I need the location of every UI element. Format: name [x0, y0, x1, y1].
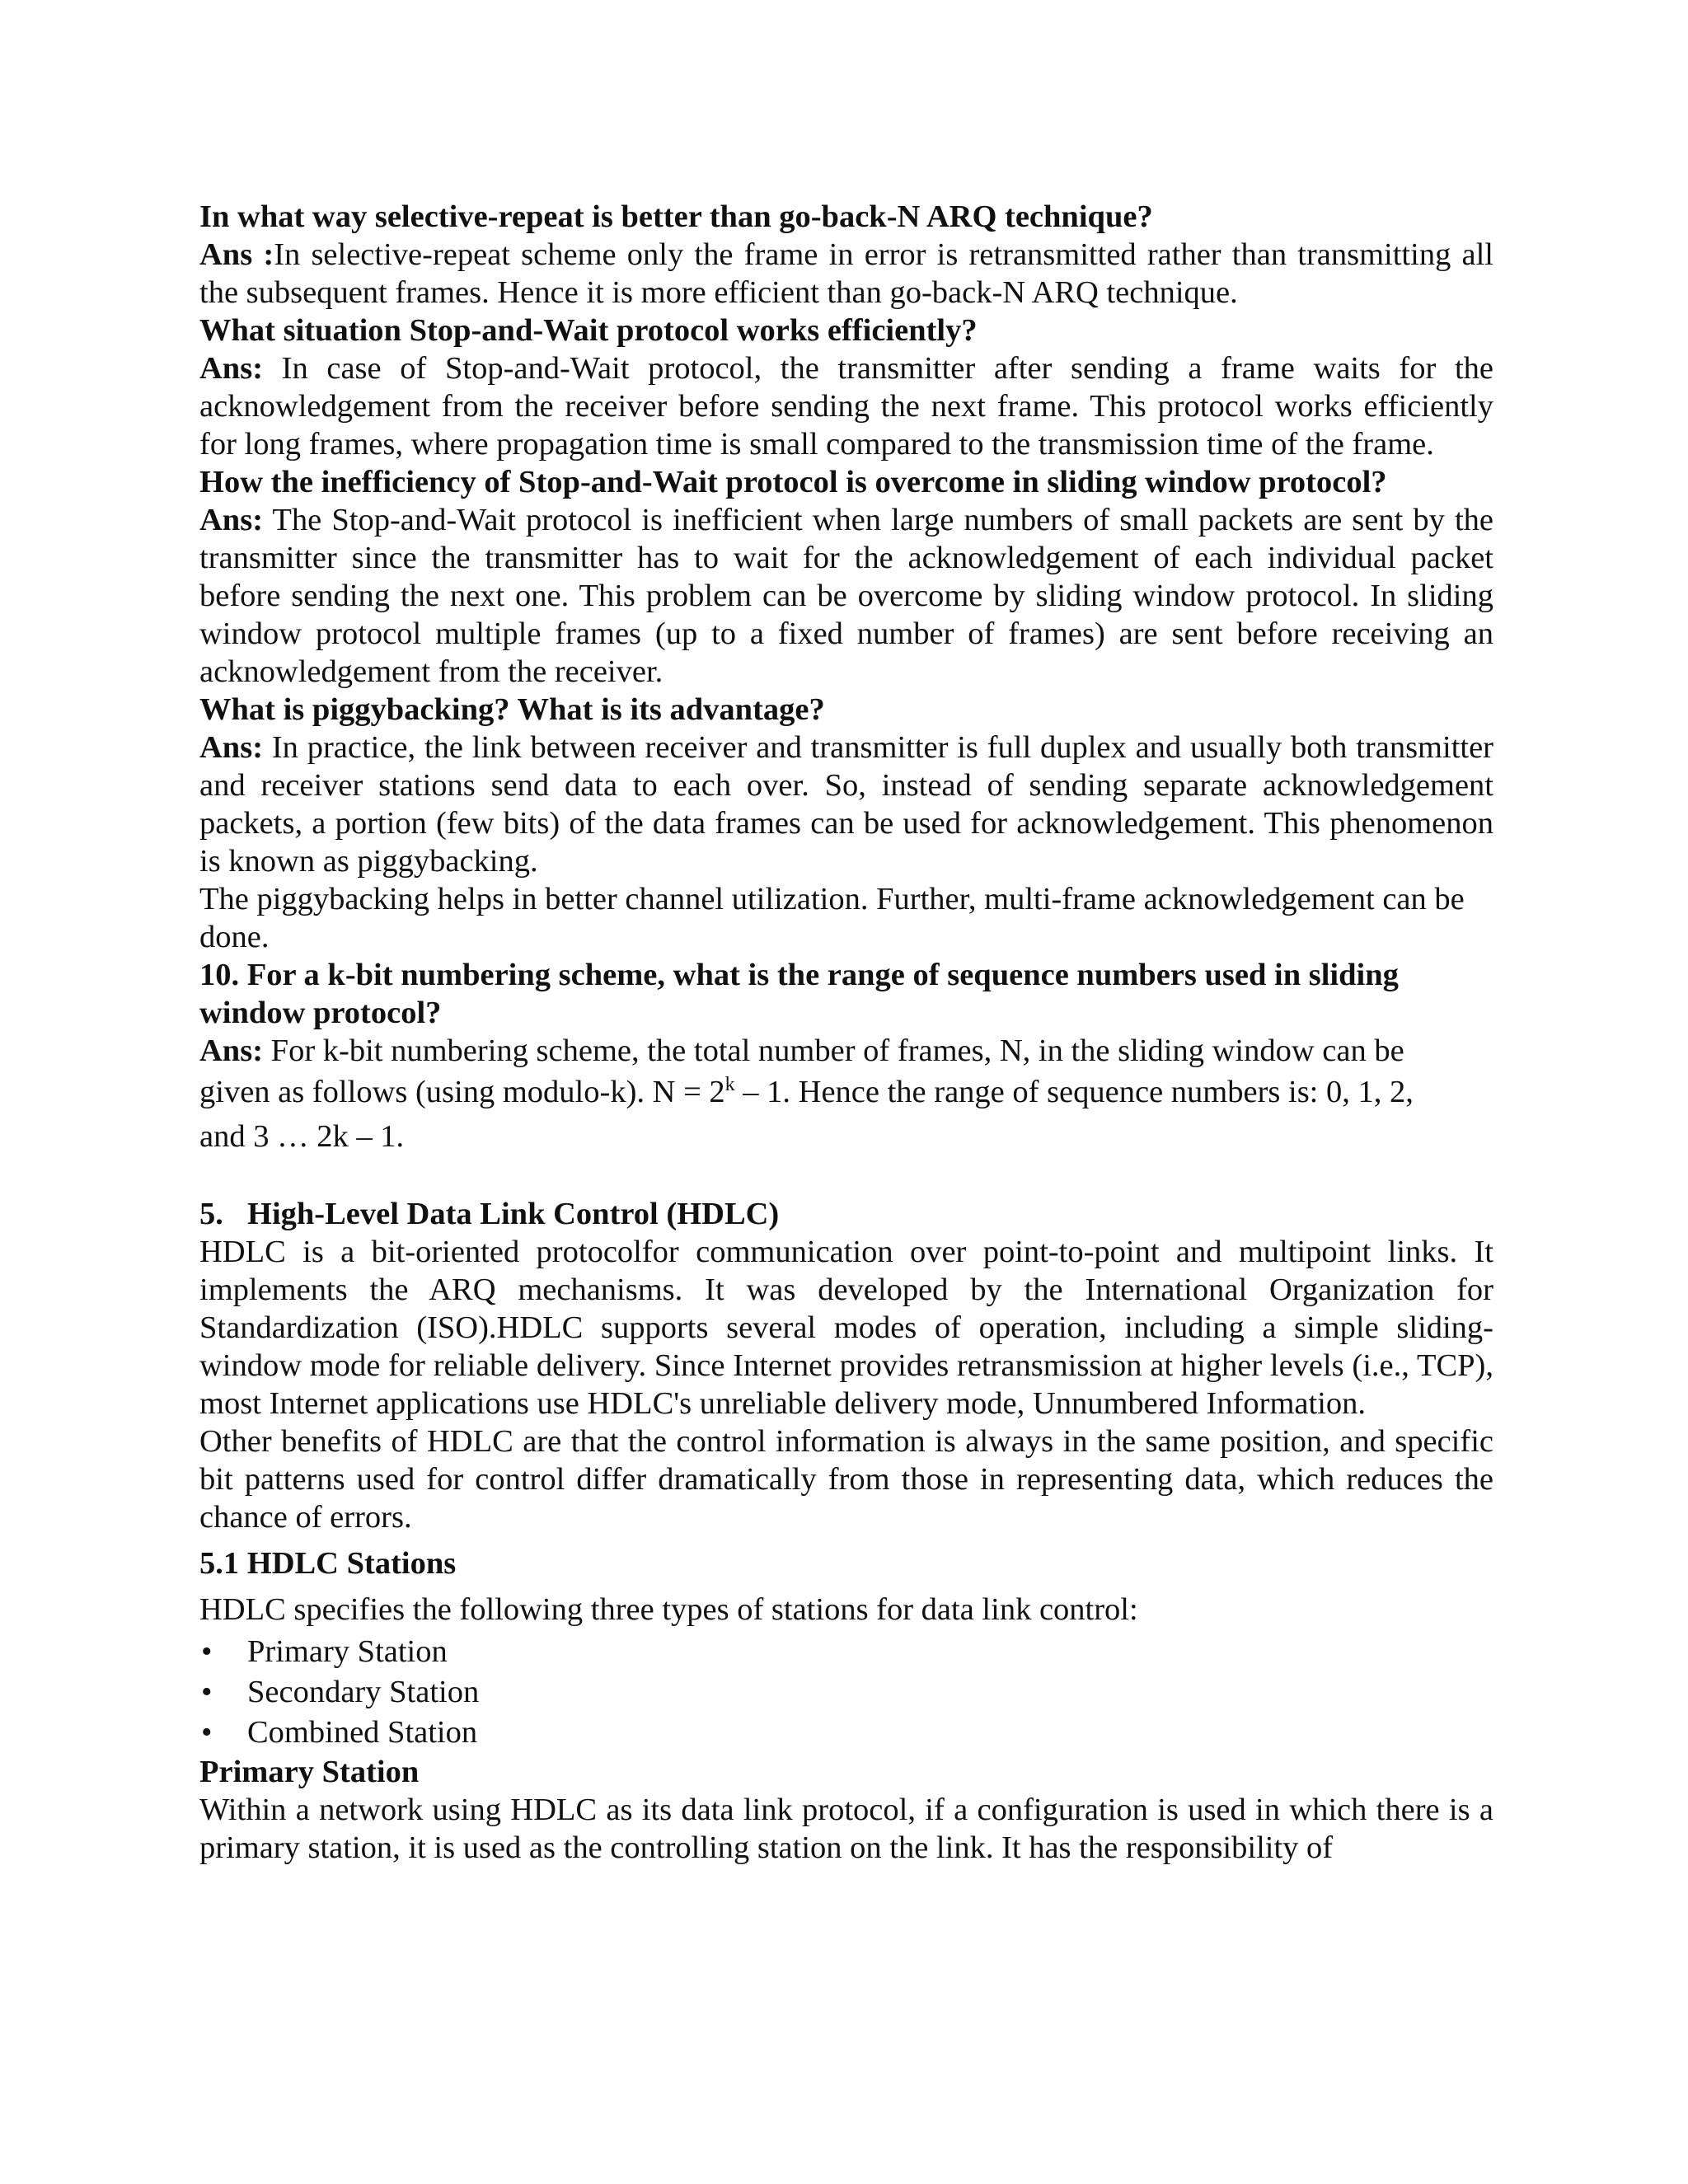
answer-text: In practice, the link between receiver and transmitter is full duplex and usually both transmitter and receiver stations send data to each over. So, instead of sending separate acknowledgement packets, a portion (few bits) of the data frames can be used for acknowledgement. This phenomenon is known as piggybacking. — [199, 730, 1493, 879]
answer-paragraph — [199, 501, 1493, 691]
list-item-label: Primary Station — [247, 1634, 448, 1669]
list-item-label: Combined Station — [247, 1715, 478, 1750]
answer-label: Ans: — [199, 503, 264, 537]
answer-text: The Stop-and-Wait protocol is inefficient when large numbers of small packets are sent by the transmitter since the transmitter has to wait for the acknowledgement of each individual packet before sending the next one. This problem can be overcome by sliding window protocol. In sliding window protocol multiple frames (up to a fixed number of frames) are sent before receiving an acknowledgement from the receiver. — [199, 503, 1493, 689]
section-number: 5. — [199, 1197, 223, 1231]
list-item — [199, 1713, 1493, 1753]
answer-text: For k-bit numbering scheme, the total number of frames, N, in the sliding window can be — [263, 1033, 1404, 1068]
answer-range-line: and 3 … 2k – 1. — [199, 1119, 405, 1154]
primary-station-heading: Primary Station — [199, 1755, 420, 1789]
answer-text: In case of Stop-and-Wait protocol, the transmitter after sending a frame waits for the acknowledgement from the receiver before sending the next frame. This protocol works efficiently for long frames, where propagation time is small compared to the transmission time of the frame. — [199, 351, 1493, 462]
primary-station-paragraph: Within a network using HDLC as its data link protocol, if a configuration is used in which there is a primary station, it is used as the controlling station on the link. It has the responsibility of — [199, 1793, 1493, 1865]
section-title: High-Level Data Link Control (HDLC) — [247, 1197, 780, 1231]
formula-text: given as follows (using modulo-k). N = 2 — [199, 1075, 725, 1109]
answer-extra-paragraph: The piggybacking helps in better channel utilization. Further, multi-frame acknowledgement can be done. — [199, 882, 1465, 954]
answer-paragraph — [199, 729, 1493, 880]
list-item — [199, 1672, 1493, 1713]
bullet-icon: • — [201, 1715, 213, 1750]
answer-label: Ans: — [199, 1033, 264, 1068]
section-paragraph: Other benefits of HDLC are that the control information is always in the same position, and specific bit patterns used for control differ dramatically from those in representing data, which reduces the chance of errors. — [199, 1424, 1493, 1535]
answer-paragraph — [199, 349, 1493, 463]
subsection-intro: HDLC specifies the following three types of stations for data link control: — [199, 1592, 1138, 1627]
answer-paragraph — [199, 236, 1493, 312]
subsection-heading: 5.1 HDLC Stations — [199, 1546, 457, 1581]
answer-label: Ans: — [199, 351, 264, 386]
section-heading — [199, 1195, 1493, 1233]
station-list — [199, 1632, 1493, 1753]
question-heading: In what way selective-repeat is better than go-back-N ARQ technique? — [199, 199, 1153, 234]
formula-text: – 1. Hence the range of sequence numbers is: 0, 1, 2, — [734, 1075, 1414, 1109]
answer-formula-line — [199, 1070, 1493, 1114]
answer-label: Ans: — [199, 730, 264, 765]
formula-superscript: k — [724, 1074, 735, 1095]
question-heading: How the inefficiency of Stop-and-Wait protocol is overcome in sliding window protocol? — [199, 465, 1387, 499]
question-heading: What situation Stop-and-Wait protocol works efficiently? — [199, 313, 978, 348]
document-page — [199, 198, 1493, 1867]
bullet-icon: • — [201, 1675, 213, 1709]
answer-text: In selective-repeat scheme only the frame in error is retransmitted rather than transmitting all the subsequent frames. Hence it is more efficient than go-back-N ARQ technique. — [199, 237, 1493, 310]
section-paragraph: HDLC is a bit-oriented protocolfor communication over point-to-point and multipoint links. It implements the ARQ mechanisms. It was developed by the International Organization for Standardization (ISO).HDLC supports several modes of operation, including a simple sliding-window mode for reliable delivery. Since Internet provides retransmission at higher levels (i.e., TCP), most Internet applications use HDLC's unreliable delivery mode, Unnumbered Information. — [199, 1235, 1493, 1421]
question-heading-10: 10. For a k-bit numbering scheme, what is the range of sequence numbers used in sliding window protocol? — [199, 958, 1399, 1030]
list-item — [199, 1632, 1493, 1672]
answer-paragraph-10 — [199, 1032, 1493, 1070]
list-item-label: Secondary Station — [247, 1675, 480, 1709]
bullet-icon: • — [201, 1634, 213, 1669]
question-heading: What is piggybacking? What is its advantage? — [199, 692, 825, 727]
answer-label: Ans : — [199, 237, 274, 272]
